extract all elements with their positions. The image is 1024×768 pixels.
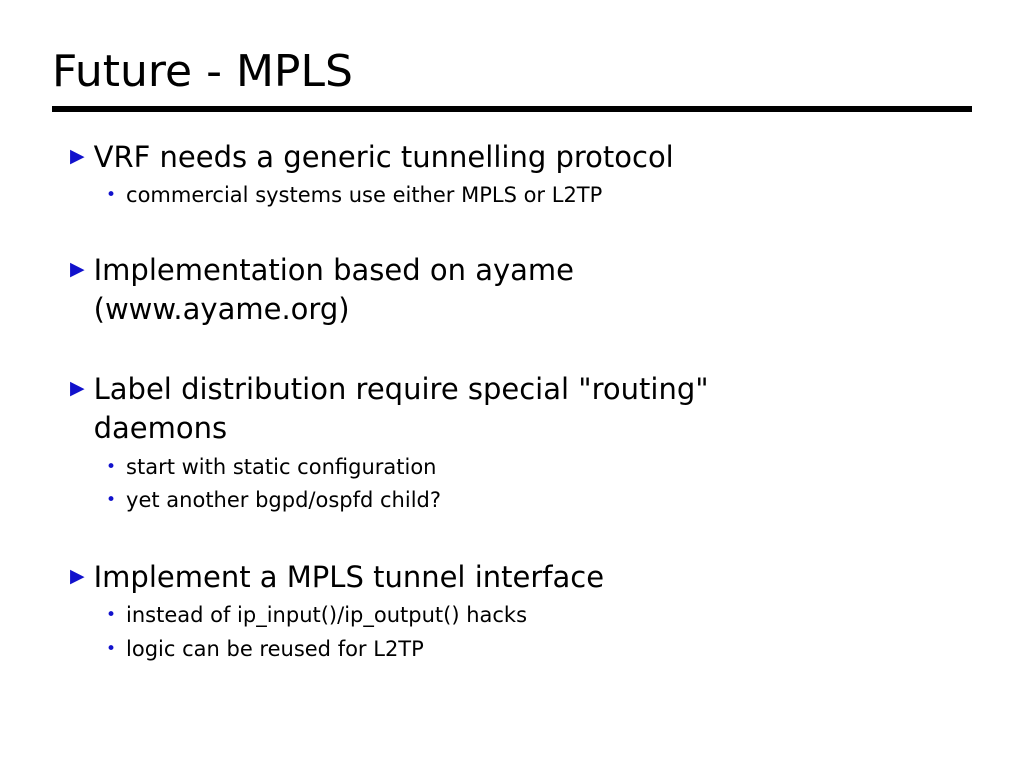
list-item-label: Label distribution require special "routing" daemons (93, 371, 709, 446)
dot-bullet-icon: • (106, 490, 117, 511)
title-divider (52, 106, 972, 112)
list-item-label: Implement a MPLS tunnel interface (93, 559, 605, 594)
dot-bullet-icon: • (106, 185, 117, 206)
bullet-group (70, 370, 970, 518)
sub-list (106, 179, 970, 213)
dot-bullet-icon: • (106, 639, 117, 659)
list-item (106, 179, 970, 213)
bullet-group (70, 558, 970, 667)
list-item (70, 251, 970, 330)
list-item (106, 599, 970, 633)
dot-bullet-icon: • (106, 456, 117, 477)
triangle-bullet-icon: ▶ (70, 258, 85, 281)
list-item-label: yet another bgpd/ospfd child? (126, 488, 442, 513)
bullet-group (70, 138, 970, 213)
triangle-bullet-icon: ▶ (70, 564, 85, 587)
list-item (70, 138, 970, 177)
list-item-label: start with static configuration (126, 454, 437, 479)
list-item-label: logic can be reused for L2TP (126, 637, 424, 661)
triangle-bullet-icon: ▶ (70, 376, 85, 399)
list-item (70, 370, 970, 449)
sub-list (106, 451, 970, 518)
list-item-label: commercial systems use either MPLS or L2TP (126, 183, 603, 208)
list-item (70, 558, 970, 597)
slide-content (70, 138, 970, 667)
list-item-label: VRF needs a generic tunnelling protocol (93, 140, 674, 174)
list-item (106, 484, 970, 518)
dot-bullet-icon: • (106, 605, 117, 626)
triangle-bullet-icon: ▶ (70, 145, 85, 167)
sub-list (106, 599, 970, 666)
page-title: Future - MPLS (52, 46, 353, 97)
list-item-label: instead of ip_input()/ip_output() hacks (126, 603, 528, 628)
list-item-label: Implementation based on ayame (www.ayame.org) (93, 253, 575, 327)
bullet-group (70, 251, 970, 330)
list-item (106, 633, 970, 667)
list-item (106, 451, 970, 485)
